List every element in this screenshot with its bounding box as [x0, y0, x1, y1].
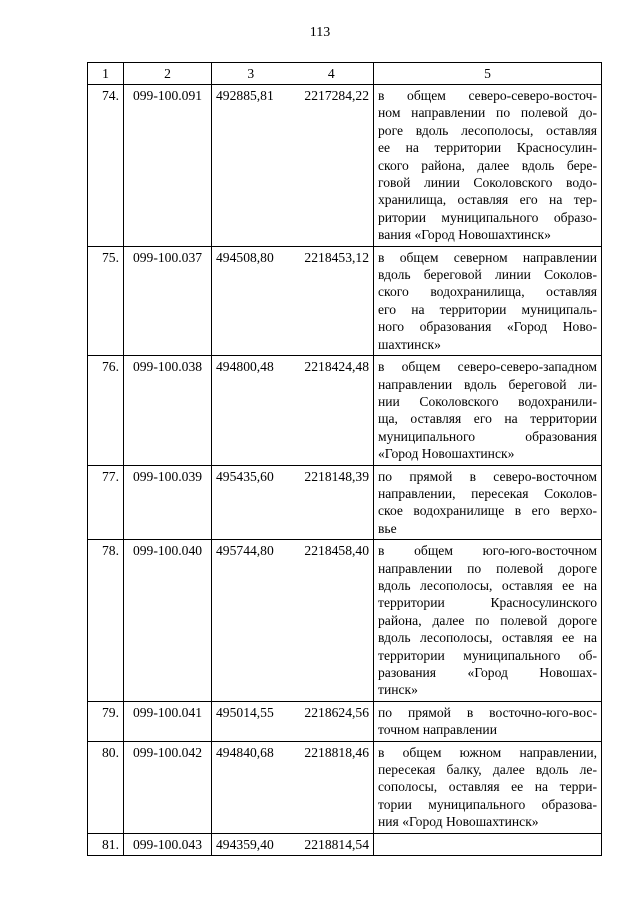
direction-description [374, 833, 602, 855]
description-line: муниципального образования [378, 428, 597, 444]
description-line: нии Соколовского водохранили- [378, 393, 597, 409]
description-line: ритории муниципального образо- [378, 209, 597, 225]
description-line: вдоль лесополосы, оставляя ее на [378, 630, 597, 646]
header-cell: 2 [124, 63, 212, 85]
point-id: 099-100.043 [124, 833, 212, 855]
direction-description [374, 741, 602, 833]
description-line: направлении по полевой дороге [378, 560, 597, 576]
table-row [88, 356, 602, 465]
table-row [88, 85, 602, 247]
header-cell: 1 [88, 63, 124, 85]
description-line: ния «Город Новошахтинск» [378, 814, 539, 830]
description-line: вания «Город Новошахтинск» [378, 227, 551, 243]
direction-description [374, 465, 602, 540]
description-line: в общем юго-юго-восточном [378, 543, 597, 559]
description-line: ее на территории Красносулин- [378, 140, 597, 156]
description-line: точном направлении [378, 722, 497, 738]
direction-description [374, 246, 602, 355]
row-number: 74. [88, 85, 124, 247]
description-line: ного образования «Город Ново- [378, 319, 597, 335]
description-line: по прямой в северо-восточном [378, 468, 597, 484]
table-row [88, 246, 602, 355]
direction-description [374, 701, 602, 741]
coordinate-y: 2218818,46 [290, 741, 374, 833]
coordinate-x: 495744,80 [212, 540, 290, 702]
page-number: 113 [309, 25, 331, 40]
description-line: шахтинск» [378, 336, 441, 352]
description-line: в общем южном направлении, [378, 744, 597, 760]
description-line: ское водохранилище в его верхо- [378, 503, 597, 519]
row-number: 80. [88, 741, 124, 833]
coordinate-y: 2218453,12 [290, 246, 374, 355]
row-number: 77. [88, 465, 124, 540]
description-line: сополосы, оставляя ее на терри- [378, 779, 597, 795]
description-line: тинск» [378, 682, 418, 698]
point-id: 099-100.041 [124, 701, 212, 741]
direction-description [374, 356, 602, 465]
table-row [88, 701, 602, 741]
direction-description [374, 85, 602, 247]
description-line: в общем северо-северо-восточ- [378, 88, 597, 103]
coordinate-y: 2218814,54 [290, 833, 374, 855]
point-id: 099-100.039 [124, 465, 212, 540]
coordinate-x: 494359,40 [212, 833, 290, 855]
coordinate-x: 494800,48 [212, 356, 290, 465]
description-line: говой линии Соколовского водо- [378, 175, 597, 191]
description-line: ского района, далее вдоль бере- [378, 157, 597, 173]
description-line: хранилища, оставляя его на тер- [378, 192, 597, 208]
description-line: территории Красносулинского [378, 595, 597, 611]
description-line: в общем северном направлении [378, 249, 597, 265]
coordinate-x: 492885,81 [212, 85, 290, 247]
direction-description [374, 540, 602, 702]
row-number: 78. [88, 540, 124, 702]
header-cell: 4 [290, 63, 374, 85]
coordinate-y: 2218458,40 [290, 540, 374, 702]
description-line: вдоль лесополосы, оставляя ее на [378, 577, 597, 593]
row-number: 75. [88, 246, 124, 355]
boundary-table [87, 62, 602, 856]
coordinate-y: 2218424,48 [290, 356, 374, 465]
coordinate-x: 494508,80 [212, 246, 290, 355]
point-id: 099-100.040 [124, 540, 212, 702]
description-line: ща, оставляя его на территории [378, 411, 597, 427]
description-line: направлении вдоль береговой ли- [378, 376, 597, 392]
coordinate-x: 494840,68 [212, 741, 290, 833]
description-line: тории муниципального образова- [378, 796, 597, 812]
description-line: ского водохранилища, оставляя [378, 284, 597, 300]
description-line: в общем северо-северо-западном [378, 359, 597, 375]
table-row [88, 741, 602, 833]
description-line: его на территории муниципаль- [378, 301, 597, 317]
description-line: роге вдоль лесополосы, оставляя [378, 122, 597, 138]
description-line: «Город Новошахтинск» [378, 446, 515, 462]
description-line: района, далее по полевой дороге [378, 612, 597, 628]
row-number: 79. [88, 701, 124, 741]
description-line: вдоль береговой линии Соколов- [378, 267, 597, 283]
coordinate-x: 495014,55 [212, 701, 290, 741]
coordinate-y: 2218624,56 [290, 701, 374, 741]
table-row [88, 540, 602, 702]
point-id: 099-100.042 [124, 741, 212, 833]
description-line: по прямой в восточно-юго-вос- [378, 704, 597, 720]
header-cell: 3 [212, 63, 290, 85]
point-id: 099-100.037 [124, 246, 212, 355]
description-line: ном направлении по полевой до- [378, 105, 597, 121]
coordinate-y: 2217284,22 [290, 85, 374, 247]
description-line: направлении, пересекая Соколов- [378, 485, 597, 501]
description-line: пересекая балку, далее вдоль ле- [378, 762, 597, 778]
description-line: территории муниципального об- [378, 647, 597, 663]
coordinate-x: 495435,60 [212, 465, 290, 540]
table-header-row [88, 63, 602, 85]
row-number: 76. [88, 356, 124, 465]
coordinate-y: 2218148,39 [290, 465, 374, 540]
description-line: разования «Город Новошах- [378, 665, 597, 680]
point-id: 099-100.091 [124, 85, 212, 247]
point-id: 099-100.038 [124, 356, 212, 465]
table-row [88, 465, 602, 540]
description-line: вье [378, 520, 397, 536]
row-number: 81. [88, 833, 124, 855]
header-cell: 5 [374, 63, 602, 85]
table-row [88, 833, 602, 855]
